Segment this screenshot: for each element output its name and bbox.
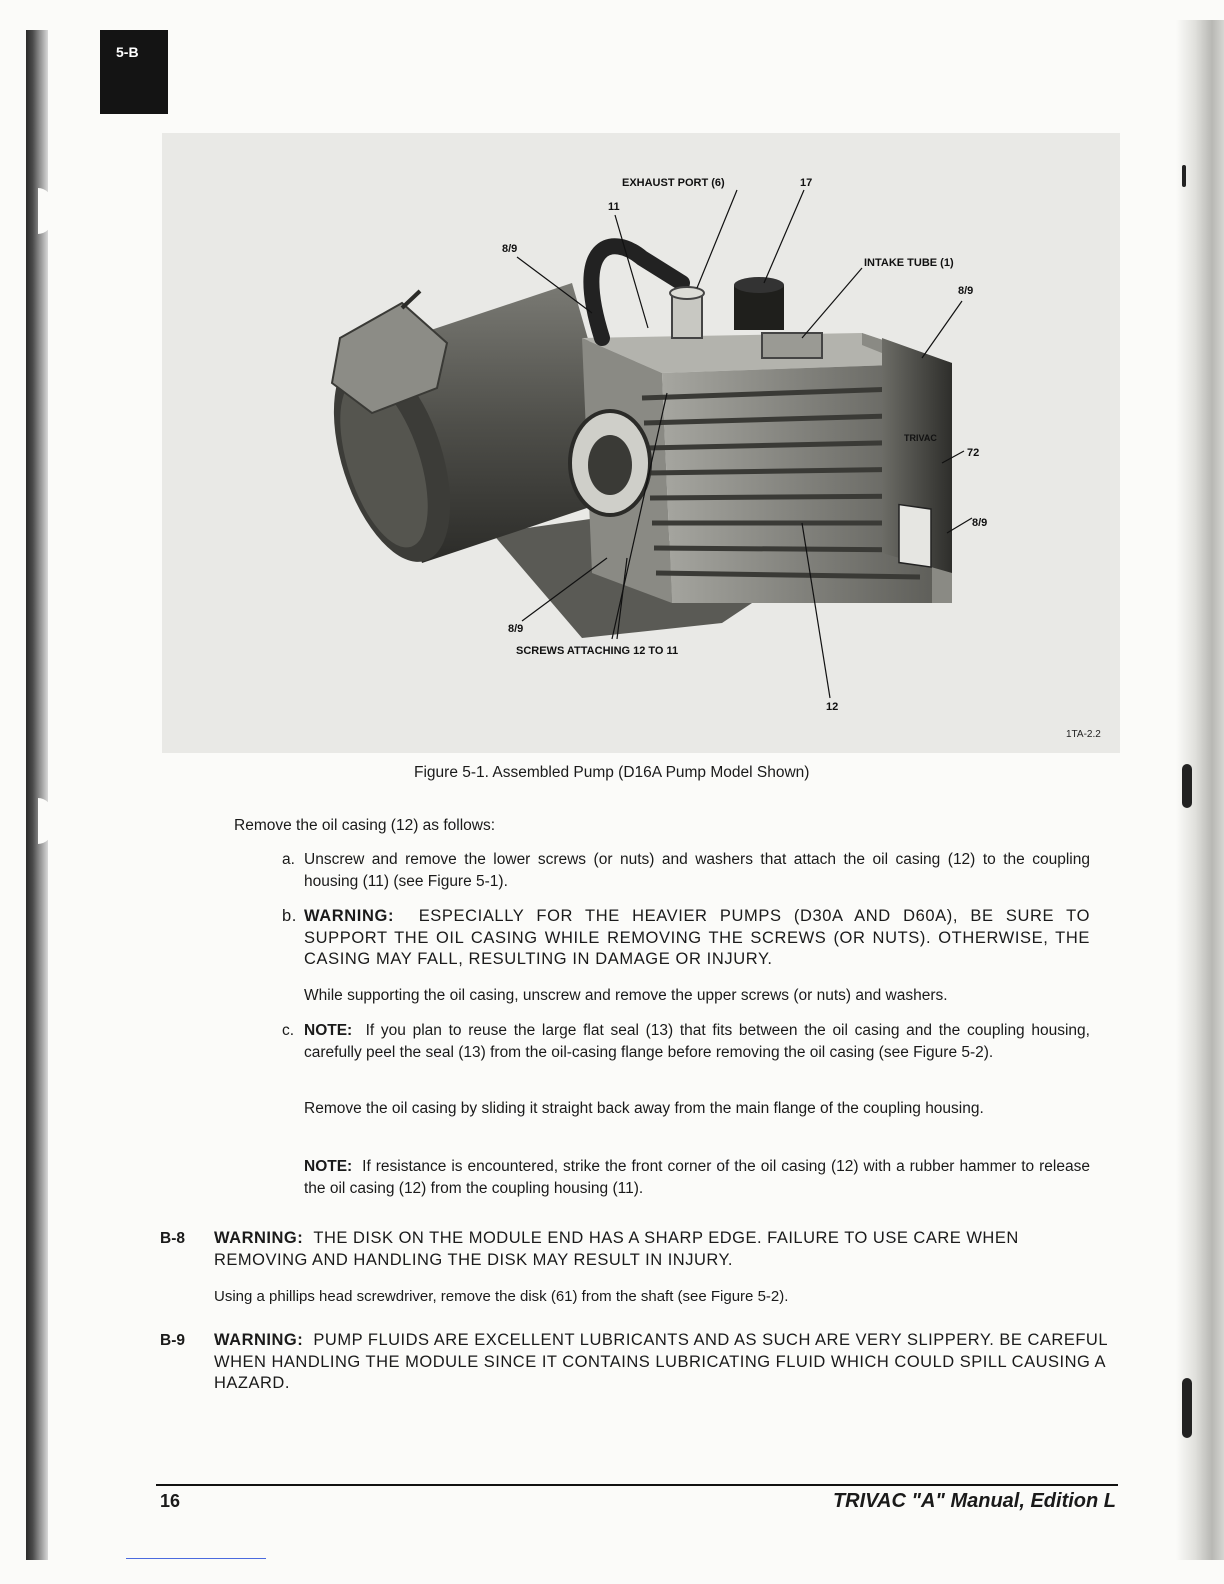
section-b8-number: B-8 (160, 1230, 185, 1247)
step-c-note2-text: If resistance is encountered, strike the front corner of the oil casing (12) with a rubber hammer to release the oil casing (12) from the coupling housing (11). (304, 1158, 1090, 1197)
callout-89-top-right: 8/9 (958, 285, 974, 297)
lead-paragraph: Remove the oil casing (12) as follows: (234, 817, 496, 834)
step-b-warning-text: ESPECIALLY FOR THE HEAVIER PUMPS (D30A AND D60A), BE SURE TO SUPPORT THE OIL CASING WHILE REMOVING THE SCREWS (OR NUTS). OTHERWISE, THE CASING MAY FALL, RESULTING IN DAMAGE OR INJURY. (304, 907, 1091, 968)
step-b-follow: While supporting the oil casing, unscrew and remove the upper screws (or nuts) and washers. (304, 987, 948, 1004)
step-a (282, 849, 1090, 892)
scan-mark (1182, 1378, 1192, 1438)
callout-11: 11 (608, 201, 620, 213)
trivac-badge-text: TRIVAC (904, 433, 937, 443)
section-tab-label: 5-B (116, 44, 139, 60)
section-b9 (160, 1330, 1114, 1395)
step-c-note (304, 1156, 1090, 1199)
leader-89-top-right (922, 301, 962, 358)
step-c-marker: c. (282, 1022, 295, 1039)
callout-89-right: 8/9 (972, 517, 988, 529)
section-b8-warning-text: THE DISK ON THE MODULE END HAS A SHARP EDGE. FAILURE TO USE CARE WHEN REMOVING AND HANDLING THE DISK MAY RESULT IN INJURY. (214, 1229, 1019, 1269)
callout-exhaust-port: EXHAUST PORT (6) (622, 177, 725, 189)
figure-caption: Figure 5-1. Assembled Pump (D16A Pump Model Shown) (414, 764, 810, 781)
section-b8-follow: Using a phillips head screwdriver, remove the disk (61) from the shaft (see Figure 5-2). (214, 1288, 789, 1305)
footer-title: TRIVAC "A" Manual, Edition L (832, 1490, 1116, 1512)
step-b-marker: b. (282, 907, 297, 925)
section-b9-warning-text: PUMP FLUIDS ARE EXCELLENT LUBRICANTS AND AS SUCH ARE VERY SLIPPERY. BE CAREFUL WHEN HANDLING THE MODULE SINCE IT CONTAINS LUBRICATING FLUID WHICH COULD SPILL CAUSING A HAZARD. (214, 1331, 1108, 1392)
leader-intake-tube (802, 268, 862, 338)
step-b (282, 906, 1090, 971)
pump-illustration (162, 133, 1120, 753)
callout-89-top-left: 8/9 (502, 243, 518, 255)
binder-hole (38, 188, 52, 234)
leader-11 (615, 215, 648, 328)
callout-89-bottom: 8/9 (508, 623, 524, 635)
scan-edge-left (26, 30, 48, 1560)
step-c-note-text: If you plan to reuse the large flat seal (13) that fits between the oil casing and the coupling housing, carefully peel the seal (13) from the oil-casing flange before removing the oil casing (see Figure 5-2). (304, 1022, 1090, 1061)
step-a-text: Unscrew and remove the lower screws (or nuts) and washers that attach the oil casing (12) to the coupling housing (11) (see Figure 5-1). (304, 851, 1090, 890)
pump-photo (162, 133, 1120, 753)
leader-exhaust-port (697, 190, 737, 288)
scan-link-line (126, 1558, 266, 1559)
page-number: 16 (160, 1491, 181, 1511)
step-c-note-label: NOTE: (304, 1022, 353, 1039)
figure-code: 1TA-2.2 (1066, 729, 1101, 740)
binder-hole (38, 798, 52, 844)
callout-intake-tube: INTAKE TUBE (1) (864, 257, 954, 269)
step-c-follow: Remove the oil casing by sliding it straight back away from the main flange of the coupling housing. (304, 1100, 984, 1117)
callout-72: 72 (967, 447, 980, 459)
leader-17 (764, 190, 804, 283)
section-tab (100, 30, 168, 114)
section-b8-warning-label: WARNING: (214, 1229, 304, 1247)
callout-12: 12 (826, 701, 839, 713)
step-b-warning-label: WARNING: (304, 907, 395, 925)
callout-17: 17 (800, 177, 813, 189)
scan-mark (1182, 165, 1186, 187)
scan-mark (1182, 764, 1192, 808)
section-b8 (160, 1228, 1114, 1271)
section-b9-number: B-9 (160, 1332, 185, 1349)
footer-rule (156, 1484, 1118, 1486)
section-b9-warning-label: WARNING: (214, 1331, 304, 1349)
step-c (282, 1020, 1090, 1063)
callout-screws: SCREWS ATTACHING 12 TO 11 (516, 645, 679, 657)
step-a-marker: a. (282, 851, 295, 868)
step-c-note2-label: NOTE: (304, 1158, 353, 1175)
